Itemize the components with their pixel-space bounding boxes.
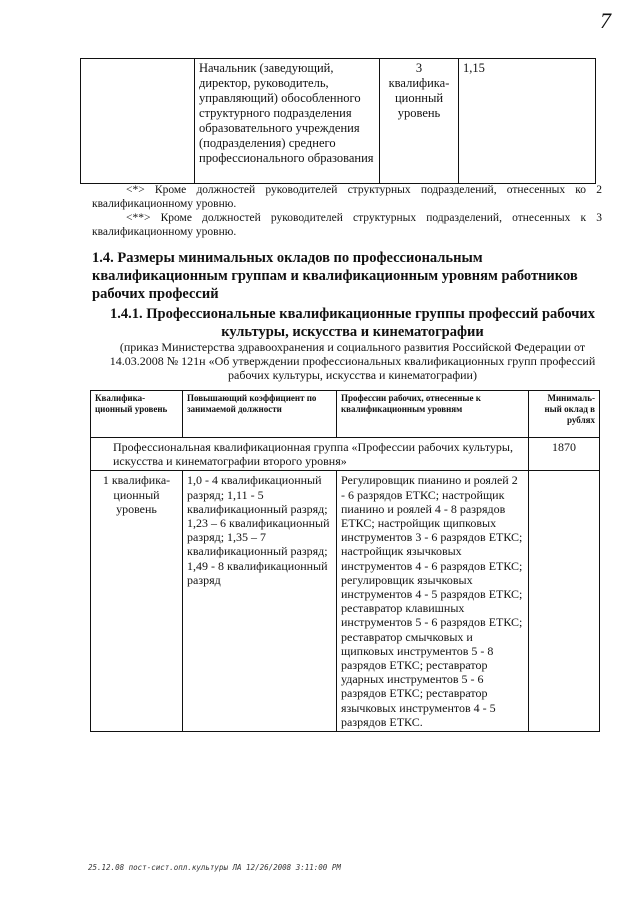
salary-table (90, 390, 600, 732)
source-note: (приказ Министерства здравоохранения и социального развития Российской Федерации от 14.03.2008 № 121н «Об утверждении профессиональных квалификационных групп профессий рабочих культуры, искусства и кинематографии) (109, 340, 596, 382)
header-coef: Повышающий коэффициент по занимаемой должности (183, 391, 337, 438)
table-row (81, 59, 596, 184)
professions-cell: Регулировщик пианино и роялей 2 - 6 разрядов ЕТКС; настройщик пианино и роялей 4 - 8 разрядов ЕТКС; настройщик щипковых инструментов 3 - 6 разрядов ЕТКС; настройщик язычковых инструментов 4 - 6 разрядов ЕТКС; регулировщик язычковых инструментов 4 - 5 разрядов ЕТКС; реставратор клавишных инструментов 5 - 6 разрядов ЕТКС; реставратор смычковых и щипковых инструментов 5 - 8 разрядов ЕТКС; реставратор ударных инструментов 5 - 6 разрядов ЕТКС; реставратор язычковых инструментов 4 - 5 разрядов ЕТКС. (337, 471, 529, 732)
empty-cell (81, 59, 195, 184)
group-title: Профессиональная квалификационная группа «Профессии рабочих культуры, искусства и кинематографии второго уровня» (91, 438, 529, 471)
footer: 25.12.08 пост-сист.опл.культуры ЛА 12/26/2008 3:11:00 PM (88, 863, 341, 872)
table-header-row (91, 391, 600, 438)
table-row (91, 471, 600, 732)
position-cell: Начальник (заведующий, директор, руководитель, управляющий) обособленного структурного подразделения образовательного учреждения (подразделения) среднего профессионального образования (195, 59, 380, 184)
header-salary: Минималь-ный оклад в рублях (529, 391, 600, 438)
footnote-1: <*> Кроме должностей руководителей структурных подразделений, отнесенных ко 2 квалификационному уровню. (92, 184, 602, 210)
page-number: 7 (600, 8, 611, 33)
level-cell: 1 квалифика-ционный уровень (91, 471, 183, 732)
subsection-heading: 1.4.1. Профессиональные квалификационные группы профессий рабочих культуры, искусства и кинематографии (109, 306, 596, 340)
group-row (91, 438, 600, 471)
footnote-2: <**> Кроме должностей руководителей структурных подразделений, отнесенных к 3 квалификационному уровню. (92, 212, 602, 238)
header-professions: Профессии рабочих, отнесенные к квалификационным уровням (337, 391, 529, 438)
salary-cell (529, 471, 600, 732)
coef-cell: 1,15 (459, 59, 596, 184)
section-heading: 1.4. Размеры минимальных окладов по профессиональным квалификационным группам и квалификационным уровням работников рабочих профессий (92, 250, 578, 302)
top-table (80, 58, 596, 184)
group-salary: 1870 (529, 438, 600, 471)
level-cell: 3 квалифика-ционный уровень (380, 59, 459, 184)
header-level: Квалифика-ционный уровень (91, 391, 183, 438)
coef-cell: 1,0 - 4 квалификационный разряд; 1,11 - 5 квалификационный разряд; 1,23 – 6 квалификационный разряд; 1,35 – 7 квалификационный разряд; 1,49 - 8 квалификационный разряд (183, 471, 337, 732)
